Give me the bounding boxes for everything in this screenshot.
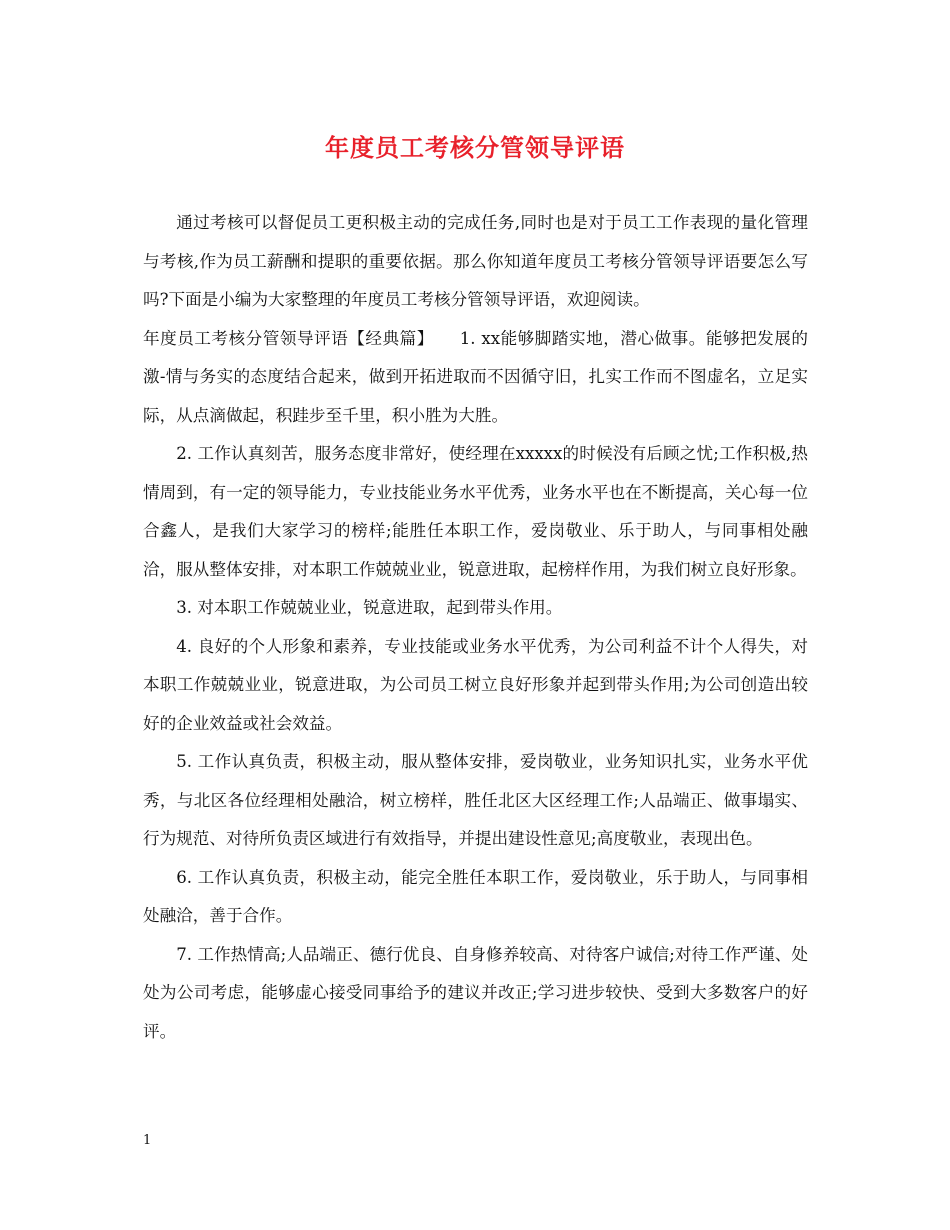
intro-paragraph: 通过考核可以督促员工更积极主动的完成任务,同时也是对于员工工作表现的量化管理与考核,作为员工薪酬和提职的重要依据。那么你知道年度员工考核分管领导评语要怎么写吗?下面是小编为大家整理的年度员工考核分管领导评语，欢迎阅读。 (143, 213, 808, 309)
document-body (143, 204, 808, 1051)
comment-paragraph-2: 2. 工作认真刻苦，服务态度非常好，使经理在xxxxx的时候没有后顾之忧;工作积极,热情周到，有一定的领导能力，专业技能业务水平优秀，业务水平也在不断提高，关心每一位合鑫人，是我们大家学习的榜样;能胜任本职工作，爱岗敬业、乐于助人，与同事相处融洽，服从整体安排，对本职工作兢兢业业，锐意进取，起榜样作用，为我们树立良好形象。 (143, 444, 808, 579)
section-heading-paragraph: 年度员工考核分管领导评语【经典篇】 1. xx能够脚踏实地，潜心做事。能够把发展的激-情与务实的态度结合起来，做到开拓进取而不因循守旧，扎实工作而不图虚名，立足实际，从点滴做起，积跬步至千里，积小胜为大胜。 (143, 328, 808, 425)
comment-paragraph-4: 4. 良好的个人形象和素养，专业技能或业务水平优秀，为公司利益不计个人得失，对本职工作兢兢业业，锐意进取，为公司员工树立良好形象并起到带头作用;为公司创造出较好的企业效益或社会效益。 (143, 636, 808, 733)
page-number: 1 (143, 1133, 152, 1148)
document-title: 年度员工考核分管领导评语 (325, 133, 625, 162)
comment-paragraph-5: 5. 工作认真负责，积极主动，服从整体安排，爱岗敬业，业务知识扎实，业务水平优秀，与北区各位经理相处融洽，树立榜样，胜任北区大区经理工作;人品端正、做事塌实、行为规范、对待所负责区域进行有效指导，并提出建设性意见;高度敬业，表现出色。 (143, 752, 808, 848)
comment-paragraph-6: 6. 工作认真负责，积极主动，能完全胜任本职工作，爱岗敬业，乐于助人，与同事相处融洽，善于合作。 (143, 867, 808, 925)
comment-paragraph-7: 7. 工作热情高;人品端正、德行优良、自身修养较高、对待客户诚信;对待工作严谨、处处为公司考虑，能够虚心接受同事给予的建议并改正;学习进步较快、受到大多数客户的好评。 (143, 944, 808, 1041)
comment-paragraph-3: 3. 对本职工作兢兢业业，锐意进取，起到带头作用。 (176, 598, 563, 617)
